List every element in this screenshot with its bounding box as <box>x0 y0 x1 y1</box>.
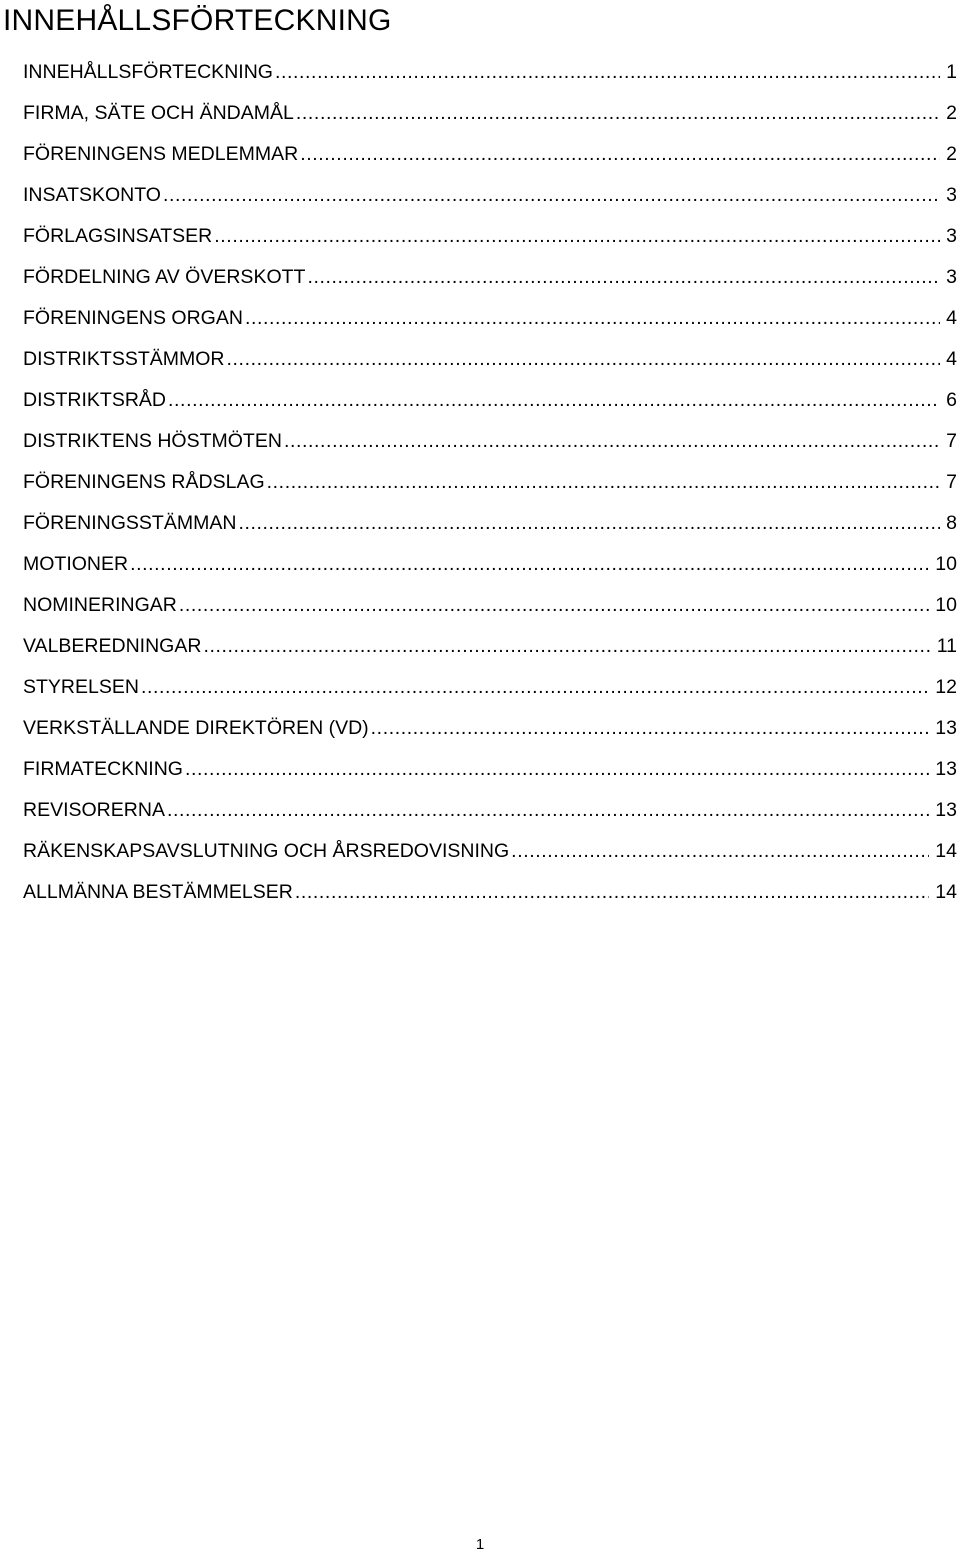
toc-dot-leader <box>179 585 929 626</box>
toc-entry-page: 2 <box>946 143 957 165</box>
toc-entry-valberedningar[interactable] <box>23 626 960 667</box>
toc-dot-leader <box>275 52 940 93</box>
page-number: 1 <box>475 1536 485 1553</box>
toc-dot-leader <box>130 544 929 585</box>
toc-entry-title: DISTRIKTSSTÄMMOR <box>23 348 225 370</box>
toc-entry-page: 13 <box>935 799 957 821</box>
toc-entry-motioner[interactable] <box>23 544 960 585</box>
toc-entry-distriktsstammor[interactable] <box>23 339 960 380</box>
toc-entry-forlagsinsatser[interactable] <box>23 216 960 257</box>
toc-entry-title: FÖRENINGENS RÅDSLAG <box>23 471 265 493</box>
toc-dot-leader <box>284 421 940 462</box>
toc-dot-leader <box>295 872 929 913</box>
toc-entry-page: 4 <box>946 307 957 329</box>
toc-entry-title: REVISORERNA <box>23 799 165 821</box>
toc-entry-fordelning-av-overskott[interactable] <box>23 257 960 298</box>
toc-entry-title: FÖRDELNING AV ÖVERSKOTT <box>23 266 306 288</box>
toc-entry-page: 1 <box>946 61 957 83</box>
toc-entry-page: 2 <box>946 102 957 124</box>
toc-entry-page: 8 <box>946 512 957 534</box>
toc-entry-page: 11 <box>936 635 957 657</box>
toc-entry-page: 12 <box>935 676 957 698</box>
toc-entry-innehallsforteckning[interactable] <box>23 52 960 93</box>
toc-dot-leader <box>185 749 929 790</box>
toc-dot-leader <box>371 708 930 749</box>
toc-entry-page: 4 <box>946 348 957 370</box>
toc-entry-title: INSATSKONTO <box>23 184 161 206</box>
toc-entry-foreningens-medlemmar[interactable] <box>23 134 960 175</box>
toc-dot-leader <box>203 626 930 667</box>
toc-entry-title: VALBEREDNINGAR <box>23 635 202 657</box>
toc-dot-leader <box>245 298 940 339</box>
toc-entry-allmanna-bestammelser[interactable] <box>23 872 960 913</box>
toc-entry-title: RÄKENSKAPSAVSLUTNING OCH ÅRSREDOVISNING <box>23 840 510 862</box>
toc-entry-distriktsrad[interactable] <box>23 380 960 421</box>
toc-entry-insatskonto[interactable] <box>23 175 960 216</box>
toc-entry-nomineringar[interactable] <box>23 585 960 626</box>
toc-entry-foreningens-organ[interactable] <box>23 298 960 339</box>
toc-entry-page: 3 <box>946 184 957 206</box>
toc-entry-title: FIRMATECKNING <box>23 758 183 780</box>
toc-entry-firmateckning[interactable] <box>23 749 960 790</box>
toc-entry-foreningsstamman[interactable] <box>23 503 960 544</box>
toc-entry-page: 3 <box>946 266 957 288</box>
toc-entry-page: 13 <box>935 758 957 780</box>
toc-dot-leader <box>141 667 929 708</box>
toc-entry-title: VERKSTÄLLANDE DIREKTÖREN (VD) <box>23 717 369 739</box>
toc-entry-page: 6 <box>946 389 957 411</box>
toc-dot-leader <box>168 380 940 421</box>
toc-entry-title: FÖRLAGSINSATSER <box>23 225 213 247</box>
toc-entry-title: ALLMÄNNA BESTÄMMELSER <box>23 881 293 903</box>
toc-dot-leader <box>167 790 929 831</box>
toc-entry-revisorerna[interactable] <box>23 790 960 831</box>
toc-entry-title: FÖRENINGENS ORGAN <box>23 307 243 329</box>
toc-entry-distriktens-hostmoten[interactable] <box>23 421 960 462</box>
toc-entry-title: FÖRENINGENS MEDLEMMAR <box>23 143 299 165</box>
toc-entry-title: DISTRIKTSRÅD <box>23 389 167 411</box>
toc-dot-leader <box>238 503 940 544</box>
toc-entry-page: 3 <box>946 225 957 247</box>
toc-entry-page: 7 <box>946 430 957 452</box>
page-title: INNEHÅLLSFÖRTECKNING <box>3 4 392 37</box>
toc-entry-title: FÖRENINGSSTÄMMAN <box>23 512 237 534</box>
toc-entry-page: 14 <box>935 840 957 862</box>
toc-dot-leader <box>307 257 940 298</box>
toc-entry-title: DISTRIKTENS HÖSTMÖTEN <box>23 430 282 452</box>
toc-dot-leader <box>267 462 941 503</box>
toc-entry-foreningens-radslag[interactable] <box>23 462 960 503</box>
toc-entry-title: STYRELSEN <box>23 676 139 698</box>
table-of-contents <box>23 52 960 913</box>
toc-entry-page: 14 <box>935 881 957 903</box>
toc-dot-leader <box>214 216 940 257</box>
toc-dot-leader <box>511 831 929 872</box>
toc-entry-title: INNEHÅLLSFÖRTECKNING <box>23 61 273 83</box>
toc-entry-styrelsen[interactable] <box>23 667 960 708</box>
toc-entry-title: FIRMA, SÄTE OCH ÄNDAMÅL <box>23 102 294 124</box>
toc-dot-leader <box>227 339 941 380</box>
toc-dot-leader <box>163 175 940 216</box>
toc-entry-firma-sate-och-andamal[interactable] <box>23 93 960 134</box>
toc-entry-page: 10 <box>935 594 957 616</box>
toc-entry-page: 10 <box>935 553 957 575</box>
toc-dot-leader <box>300 134 940 175</box>
toc-entry-rakenskapsavslutning[interactable] <box>23 831 960 872</box>
toc-entry-title: NOMINERINGAR <box>23 594 177 616</box>
toc-entry-page: 13 <box>935 717 957 739</box>
toc-entry-title: MOTIONER <box>23 553 129 575</box>
toc-entry-verkstallande-direktoren[interactable] <box>23 708 960 749</box>
toc-dot-leader <box>296 93 940 134</box>
toc-entry-page: 7 <box>946 471 957 493</box>
